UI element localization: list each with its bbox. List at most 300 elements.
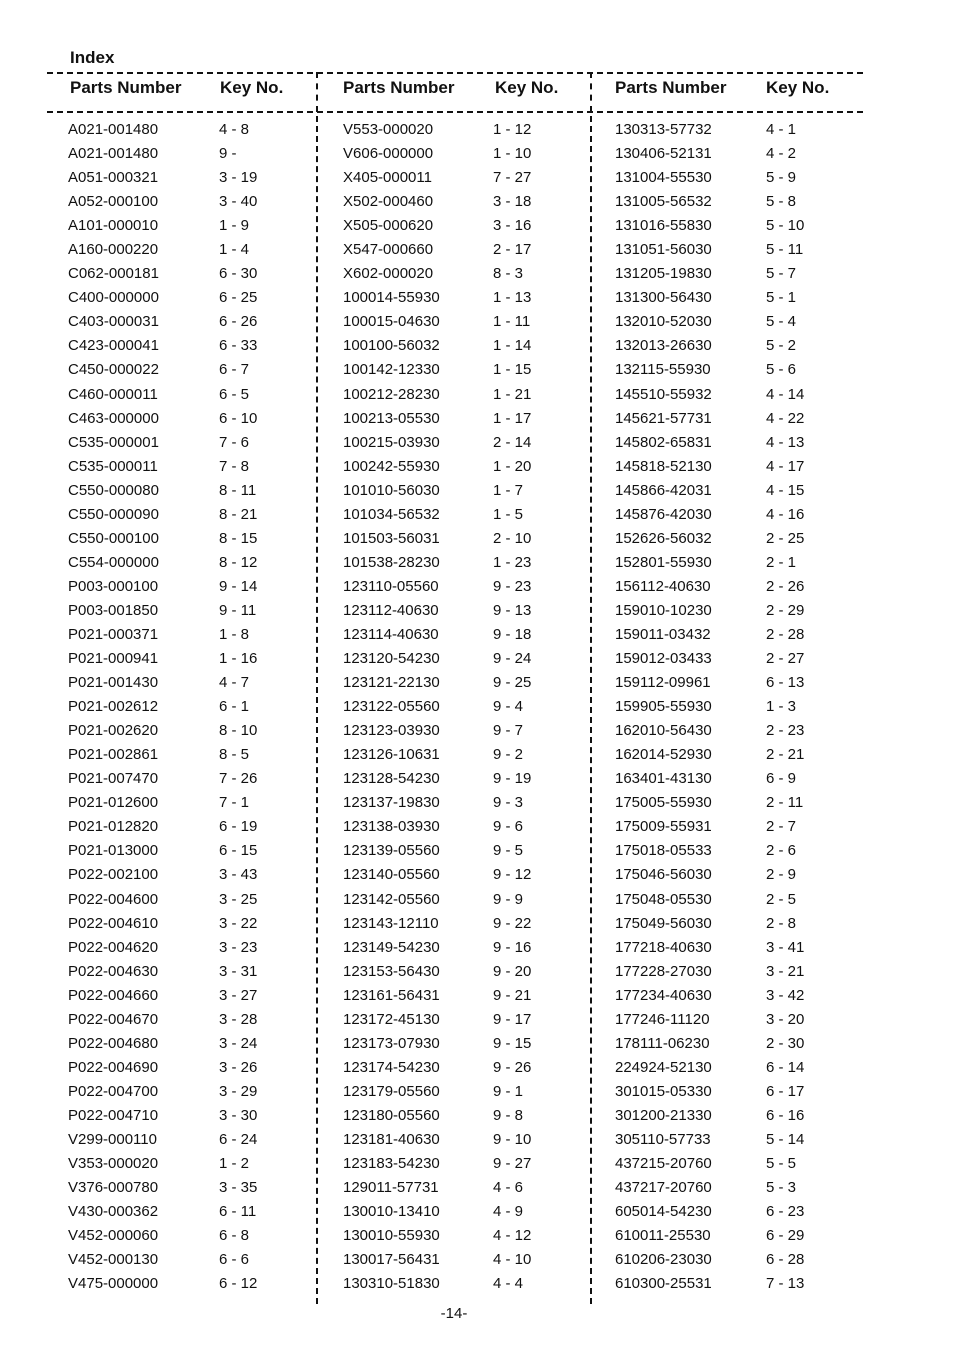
key-no-cell: 6 - 11	[219, 1203, 257, 1221]
parts-number-cell: 130017-56431	[343, 1251, 440, 1269]
key-no-cell: 4 - 22	[766, 409, 805, 427]
parts-number-cell: P022-004600	[68, 890, 159, 908]
key-no-cell: 6 - 17	[766, 1082, 805, 1100]
key-no-cell: 5 - 5	[766, 1155, 797, 1173]
parts-number-cell: 131004-55530	[615, 169, 712, 187]
parts-number-cell: P021-001430	[68, 674, 159, 692]
parts-number-cell: 610011-25530	[615, 1227, 711, 1245]
parts-number-cell: 101538-28230	[343, 553, 440, 571]
parts-number-cell: 175018-05533	[615, 842, 712, 860]
parts-number-cell: 100100-56032	[343, 337, 440, 355]
key-no-cell: 9 - 5	[493, 842, 524, 860]
parts-number-cell: 175049-56030	[615, 914, 712, 932]
parts-number-cell: A051-000321	[68, 169, 159, 187]
parts-number-cell: 123183-54230	[343, 1155, 440, 1173]
parts-number-cell: 131300-56430	[615, 289, 712, 307]
key-no-cell: 7 - 8	[219, 457, 250, 475]
parts-number-cell: 123153-56430	[343, 962, 440, 980]
parts-number-cell: C403-000031	[68, 313, 159, 331]
key-no-cell: 7 - 26	[219, 770, 258, 788]
parts-number-cell: P021-002861	[68, 746, 159, 764]
parts-number-cell: 123110-05560	[343, 577, 439, 595]
key-no-cell: 4 - 14	[766, 385, 805, 403]
parts-number-cell: 162014-52930	[615, 746, 712, 764]
parts-number-cell: 610206-23030	[615, 1251, 712, 1269]
key-no-cell: 9 - 21	[493, 986, 532, 1004]
key-no-cell: 6 - 30	[219, 265, 258, 283]
key-no-cell: 6 - 33	[219, 337, 258, 355]
key-no-cell: 6 - 28	[766, 1251, 805, 1269]
key-no-cell: 5 - 6	[766, 361, 797, 379]
key-no-cell: 4 - 13	[766, 433, 805, 451]
key-no-cell: 9 - 19	[493, 770, 532, 788]
key-no-cell: 6 - 16	[766, 1106, 805, 1124]
key-no-cell: 6 - 14	[766, 1058, 805, 1076]
parts-number-cell: 159112-09961	[615, 674, 711, 692]
parts-number-cell: X505-000620	[343, 217, 434, 235]
body-column-separator-2	[590, 116, 592, 1304]
parts-number-cell: 156112-40630	[615, 577, 711, 595]
parts-number-cell: 437215-20760	[615, 1155, 712, 1173]
col3-key-no-header: Key No.	[766, 78, 830, 97]
parts-number-cell: C550-000080	[68, 481, 159, 499]
key-no-cell: 9 - 10	[493, 1130, 532, 1148]
parts-number-cell: 305110-57733	[615, 1130, 711, 1148]
key-no-cell: 8 - 11	[219, 481, 257, 499]
header-column-separator-2	[590, 72, 592, 112]
key-no-cell: 3 - 18	[493, 193, 532, 211]
key-no-cell: 5 - 8	[766, 193, 797, 211]
parts-number-cell: P021-013000	[68, 842, 159, 860]
parts-number-cell: 100212-28230	[343, 385, 440, 403]
key-no-cell: 2 - 9	[766, 866, 797, 884]
key-no-cell: 2 - 5	[766, 890, 797, 908]
header-column-separator-1	[316, 72, 318, 112]
parts-number-cell: 123142-05560	[343, 890, 440, 908]
key-no-cell: 5 - 7	[766, 265, 797, 283]
key-no-cell: 4 - 10	[493, 1251, 532, 1269]
parts-number-cell: A021-001480	[68, 121, 159, 138]
parts-number-cell: 123123-03930	[343, 722, 440, 740]
key-no-cell: 9 - 9	[493, 890, 524, 908]
parts-number-cell: 100213-05530	[343, 409, 440, 427]
key-no-cell: 3 - 19	[219, 169, 258, 187]
parts-number-cell: 130310-51830	[343, 1275, 440, 1293]
key-no-cell: 5 - 1	[766, 289, 797, 307]
parts-number-cell: 123114-40630	[343, 625, 439, 643]
key-no-cell: 6 - 9	[766, 770, 797, 788]
key-no-cell: 6 - 8	[219, 1227, 250, 1245]
key-no-cell: 5 - 2	[766, 337, 797, 355]
key-no-cell: 3 - 23	[219, 938, 258, 956]
col2-key-no-header: Key No.	[495, 78, 559, 97]
parts-number-cell: 177246-11120	[615, 1010, 710, 1028]
key-no-cell: 9 - 23	[493, 577, 532, 595]
parts-number-cell: A160-000220	[68, 241, 159, 259]
parts-number-cell: 123120-54230	[343, 650, 440, 668]
key-no-cell: 1 - 2	[219, 1155, 250, 1173]
parts-number-cell: 177234-40630	[615, 986, 712, 1004]
key-no-cell: 6 - 23	[766, 1203, 805, 1221]
key-no-cell: 2 - 21	[766, 746, 805, 764]
key-no-cell: 1 - 4	[219, 241, 250, 259]
parts-number-cell: P022-004680	[68, 1034, 159, 1052]
parts-number-cell: 145510-55932	[615, 385, 712, 403]
parts-number-cell: 145802-65831	[615, 433, 712, 451]
parts-number-cell: P021-002620	[68, 722, 159, 740]
parts-number-cell: P003-000100	[68, 577, 159, 595]
parts-number-cell: A101-000010	[68, 217, 159, 235]
parts-number-cell: 131051-56030	[615, 241, 712, 259]
parts-number-cell: 123180-05560	[343, 1106, 440, 1124]
key-no-cell: 9 - 17	[493, 1010, 532, 1028]
key-no-cell: 1 - 14	[493, 337, 532, 355]
key-no-cell: 2 - 25	[766, 529, 805, 547]
key-no-cell: 9 - 12	[493, 866, 532, 884]
key-no-cell: 7 - 6	[219, 433, 250, 451]
key-no-cell: 4 - 8	[219, 121, 250, 138]
key-no-cell: 8 - 10	[219, 722, 258, 740]
key-no-cell: 3 - 25	[219, 890, 258, 908]
key-no-cell: 6 - 7	[219, 361, 250, 379]
parts-number-cell: 175048-05530	[615, 890, 712, 908]
parts-number-cell: V475-000000	[68, 1275, 159, 1293]
parts-number-cell: 123181-40630	[343, 1130, 440, 1148]
key-no-cell: 3 - 20	[766, 1010, 805, 1028]
parts-number-cell: 175046-56030	[615, 866, 712, 884]
key-no-cell: 9 - 15	[493, 1034, 532, 1052]
parts-number-cell: 100014-55930	[343, 289, 440, 307]
key-no-cell: 3 - 21	[766, 962, 805, 980]
key-no-cell: 1 - 10	[493, 145, 532, 163]
key-no-cell: 1 - 3	[766, 698, 797, 716]
key-no-cell: 9 - 11	[219, 601, 257, 619]
parts-number-cell: 123139-05560	[343, 842, 440, 860]
key-no-cell: 4 - 15	[766, 481, 805, 499]
key-no-cell: 1 - 13	[493, 289, 532, 307]
parts-number-cell: 159905-55930	[615, 698, 712, 716]
parts-number-cell: 301015-05330	[615, 1082, 712, 1100]
key-no-cell: 6 - 10	[219, 409, 258, 427]
parts-number-cell: 145818-52130	[615, 457, 712, 475]
key-no-cell: 9 - 4	[493, 698, 524, 716]
key-no-cell: 9 - 22	[493, 914, 532, 932]
key-no-cell: 1 - 5	[493, 505, 524, 523]
parts-number-cell: P022-004610	[68, 914, 159, 932]
key-no-cell: 2 - 26	[766, 577, 805, 595]
page-title: Index	[70, 48, 115, 67]
parts-number-cell: P003-001850	[68, 601, 159, 619]
key-no-cell: 2 - 29	[766, 601, 805, 619]
parts-number-cell: 123173-07930	[343, 1034, 440, 1052]
key-no-cell: 5 - 14	[766, 1130, 805, 1148]
parts-number-cell: 163401-43130	[615, 770, 712, 788]
key-no-cell: 8 - 12	[219, 553, 258, 571]
parts-number-cell: 159011-03432	[615, 625, 711, 643]
key-no-cell: 6 - 12	[219, 1275, 258, 1293]
parts-number-cell: C463-000000	[68, 409, 159, 427]
key-no-cell: 3 - 16	[493, 217, 532, 235]
key-no-cell: 3 - 31	[219, 962, 258, 980]
key-no-cell: 2 - 7	[766, 818, 797, 836]
parts-number-cell: 159012-03433	[615, 650, 712, 668]
key-no-cell: 3 - 22	[219, 914, 258, 932]
key-no-cell: 9 - 1	[493, 1082, 524, 1100]
key-no-cell: 7 - 13	[766, 1275, 805, 1293]
key-no-cell: 9 - 3	[493, 794, 524, 812]
parts-number-cell: C423-000041	[68, 337, 159, 355]
parts-number-cell: 162010-56430	[615, 722, 712, 740]
parts-number-cell: 123126-10631	[343, 746, 440, 764]
key-no-cell: 6 - 24	[219, 1130, 258, 1148]
parts-number-cell: 123161-56431	[343, 986, 440, 1004]
key-no-cell: 2 - 8	[766, 914, 797, 932]
parts-number-cell: A052-000100	[68, 193, 159, 211]
parts-number-cell: C550-000100	[68, 529, 159, 547]
parts-number-cell: 129011-57731	[343, 1179, 439, 1197]
key-no-cell: 9 - 14	[219, 577, 258, 595]
key-no-cell: 6 - 13	[766, 674, 805, 692]
key-no-cell: 9 - 18	[493, 625, 532, 643]
parts-number-cell: 123172-45130	[343, 1010, 440, 1028]
parts-number-cell: 123138-03930	[343, 818, 440, 836]
key-no-cell: 1 - 9	[219, 217, 250, 235]
key-no-cell: 1 - 12	[493, 121, 532, 138]
parts-number-cell: 132010-52030	[615, 313, 712, 331]
key-no-cell: 4 - 4	[493, 1275, 524, 1293]
parts-number-cell: 123121-22130	[343, 674, 440, 692]
page-number: -14-	[440, 1305, 468, 1322]
key-no-cell: 6 - 26	[219, 313, 258, 331]
key-no-cell: 2 - 14	[493, 433, 532, 451]
key-no-cell: 1 - 11	[493, 313, 531, 331]
parts-number-cell: 130313-57732	[615, 121, 712, 138]
col1-key-no-header: Key No.	[220, 78, 284, 97]
key-no-cell: 4 - 2	[766, 145, 797, 163]
parts-number-cell: 131016-55830	[615, 217, 712, 235]
key-no-cell: 8 - 3	[493, 265, 524, 283]
parts-number-cell: 130010-55930	[343, 1227, 440, 1245]
parts-number-cell: 100242-55930	[343, 457, 440, 475]
parts-number-cell: P021-012820	[68, 818, 159, 836]
parts-number-cell: P022-002100	[68, 866, 159, 884]
key-no-cell: 6 - 6	[219, 1251, 250, 1269]
parts-number-cell: 100215-03930	[343, 433, 440, 451]
parts-number-cell: C550-000090	[68, 505, 159, 523]
key-no-cell: 8 - 5	[219, 746, 250, 764]
key-no-cell: 9 - 27	[493, 1155, 532, 1173]
key-no-cell: 9 - 2	[493, 746, 524, 764]
key-no-cell: 9 - 13	[493, 601, 532, 619]
key-no-cell: 9 - 25	[493, 674, 532, 692]
parts-number-cell: 123137-19830	[343, 794, 440, 812]
parts-number-cell: 175005-55930	[615, 794, 712, 812]
key-no-cell: 9 - 6	[493, 818, 524, 836]
parts-number-cell: 131205-19830	[615, 265, 712, 283]
key-no-cell: 5 - 4	[766, 313, 797, 331]
parts-number-cell: V452-000130	[68, 1251, 159, 1269]
parts-number-cell: 123140-05560	[343, 866, 440, 884]
parts-number-cell: 101503-56031	[343, 529, 440, 547]
key-no-cell: 4 - 7	[219, 674, 250, 692]
parts-number-cell: 145621-57731	[615, 409, 712, 427]
parts-number-cell: C400-000000	[68, 289, 159, 307]
key-no-cell: 6 - 19	[219, 818, 258, 836]
key-no-cell: 1 - 23	[493, 553, 532, 571]
parts-number-cell: 132013-26630	[615, 337, 712, 355]
key-no-cell: 3 - 35	[219, 1179, 258, 1197]
parts-number-cell: P022-004660	[68, 986, 159, 1004]
key-no-cell: 9 - 8	[493, 1106, 524, 1124]
parts-number-cell: A021-001480	[68, 145, 159, 163]
key-no-cell: 7 - 27	[493, 169, 532, 187]
parts-number-cell: 145876-42030	[615, 505, 712, 523]
parts-number-cell: C460-000011	[68, 385, 158, 403]
col2-parts-number-header: Parts Number	[343, 78, 455, 97]
key-no-cell: 6 - 29	[766, 1227, 805, 1245]
key-no-cell: 2 - 23	[766, 722, 805, 740]
key-no-cell: 2 - 30	[766, 1034, 805, 1052]
parts-number-cell: P021-007470	[68, 770, 159, 788]
col3-parts-number-header: Parts Number	[615, 78, 727, 97]
key-no-cell: 4 - 1	[766, 121, 797, 138]
parts-number-cell: P022-004700	[68, 1082, 159, 1100]
parts-number-cell: 131005-56532	[615, 193, 712, 211]
key-no-cell: 5 - 9	[766, 169, 797, 187]
parts-number-cell: X502-000460	[343, 193, 434, 211]
key-no-cell: 9 - 24	[493, 650, 532, 668]
parts-number-cell: 224924-52130	[615, 1058, 712, 1076]
key-no-cell: 6 - 5	[219, 385, 250, 403]
parts-number-cell: V376-000780	[68, 1179, 159, 1197]
key-no-cell: 4 - 17	[766, 457, 805, 475]
key-no-cell: 4 - 9	[493, 1203, 524, 1221]
key-no-cell: 1 - 7	[493, 481, 524, 499]
parts-number-cell: 123122-05560	[343, 698, 440, 716]
parts-number-cell: X547-000660	[343, 241, 434, 259]
key-no-cell: 1 - 17	[493, 409, 532, 427]
parts-number-cell: 123143-12110	[343, 914, 439, 932]
parts-number-cell: 130010-13410	[343, 1203, 440, 1221]
key-no-cell: 3 - 30	[219, 1106, 258, 1124]
parts-number-cell: 301200-21330	[615, 1106, 712, 1124]
parts-number-cell: P021-002612	[68, 698, 159, 716]
parts-number-cell: 100015-04630	[343, 313, 440, 331]
parts-number-cell: P022-004630	[68, 962, 159, 980]
parts-number-cell: 123112-40630	[343, 601, 439, 619]
parts-number-cell: 152626-56032	[615, 529, 712, 547]
parts-number-cell: C062-000181	[68, 265, 159, 283]
parts-number-cell: 123149-54230	[343, 938, 440, 956]
parts-number-cell: P022-004670	[68, 1010, 159, 1028]
parts-number-cell: V452-000060	[68, 1227, 159, 1245]
parts-number-cell: 145866-42031	[615, 481, 712, 499]
key-no-cell: 1 - 15	[493, 361, 532, 379]
key-no-cell: 8 - 15	[219, 529, 258, 547]
key-no-cell: 9 - 16	[493, 938, 532, 956]
parts-number-cell: 130406-52131	[615, 145, 712, 163]
parts-number-cell: P022-004690	[68, 1058, 159, 1076]
parts-number-cell: P022-004710	[68, 1106, 159, 1124]
parts-number-cell: 159010-10230	[615, 601, 712, 619]
key-no-cell: 5 - 3	[766, 1179, 797, 1197]
key-no-cell: 1 - 21	[493, 385, 532, 403]
key-no-cell: 9 - 20	[493, 962, 532, 980]
key-no-cell: 5 - 10	[766, 217, 805, 235]
parts-number-cell: 123128-54230	[343, 770, 440, 788]
parts-number-cell: 175009-55931	[615, 818, 712, 836]
parts-number-cell: 177228-27030	[615, 962, 712, 980]
key-no-cell: 3 - 27	[219, 986, 258, 1004]
parts-number-cell: X405-000011	[343, 169, 432, 187]
key-no-cell: 8 - 21	[219, 505, 258, 523]
key-no-cell: 7 - 1	[219, 794, 250, 812]
key-no-cell: 2 - 17	[493, 241, 532, 259]
parts-number-cell: 132115-55930	[615, 361, 711, 379]
key-no-cell: 6 - 1	[219, 698, 250, 716]
key-no-cell: 2 - 6	[766, 842, 797, 860]
key-no-cell: 3 - 26	[219, 1058, 258, 1076]
key-no-cell: 6 - 25	[219, 289, 258, 307]
body-column-separator-1	[316, 116, 318, 1304]
col1-parts-number-header: Parts Number	[70, 78, 182, 97]
parts-number-cell: C450-000022	[68, 361, 159, 379]
parts-number-cell: 123174-54230	[343, 1058, 440, 1076]
parts-number-cell: 152801-55930	[615, 553, 712, 571]
parts-number-cell: 123179-05560	[343, 1082, 440, 1100]
key-no-cell: 4 - 6	[493, 1179, 524, 1197]
key-no-cell: 3 - 41	[766, 938, 805, 956]
parts-number-cell: X602-000020	[343, 265, 434, 283]
key-no-cell: 3 - 28	[219, 1010, 258, 1028]
header-top-rule	[47, 72, 863, 74]
key-no-cell: 4 - 16	[766, 505, 805, 523]
key-no-cell: 1 - 20	[493, 457, 532, 475]
parts-number-cell: V430-000362	[68, 1203, 159, 1221]
key-no-cell: 2 - 10	[493, 529, 532, 547]
key-no-cell: 5 - 11	[766, 241, 804, 259]
parts-number-cell: C554-000000	[68, 553, 159, 571]
key-no-cell: 2 - 1	[766, 553, 797, 571]
parts-number-cell: V553-000020	[343, 121, 434, 138]
key-no-cell: 3 - 43	[219, 866, 258, 884]
parts-number-cell: V353-000020	[68, 1155, 159, 1173]
key-no-cell: 4 - 12	[493, 1227, 532, 1245]
parts-number-cell: 100142-12330	[343, 361, 440, 379]
key-no-cell: 3 - 42	[766, 986, 805, 1004]
parts-number-cell: 605014-54230	[615, 1203, 712, 1221]
key-no-cell: 3 - 24	[219, 1034, 258, 1052]
key-no-cell: 3 - 40	[219, 193, 258, 211]
parts-number-cell: P022-004620	[68, 938, 159, 956]
key-no-cell: 2 - 11	[766, 794, 804, 812]
key-no-cell: 9 - 7	[493, 722, 524, 740]
parts-number-cell: C535-000001	[68, 433, 159, 451]
key-no-cell: 2 - 28	[766, 625, 805, 643]
parts-number-cell: 101010-56030	[343, 481, 440, 499]
parts-number-cell: 178111-06230	[615, 1034, 710, 1052]
parts-number-cell: 101034-56532	[343, 505, 440, 523]
key-no-cell: 1 - 16	[219, 650, 258, 668]
key-no-cell: 9 - 26	[493, 1058, 532, 1076]
parts-number-cell: 610300-25531	[615, 1275, 712, 1293]
key-no-cell: 1 - 8	[219, 625, 250, 643]
parts-number-cell: V299-000110	[68, 1130, 157, 1148]
parts-number-cell: C535-000011	[68, 457, 158, 475]
parts-number-cell: P021-000941	[68, 650, 159, 668]
key-no-cell: 2 - 27	[766, 650, 805, 668]
key-no-cell: 6 - 15	[219, 842, 258, 860]
